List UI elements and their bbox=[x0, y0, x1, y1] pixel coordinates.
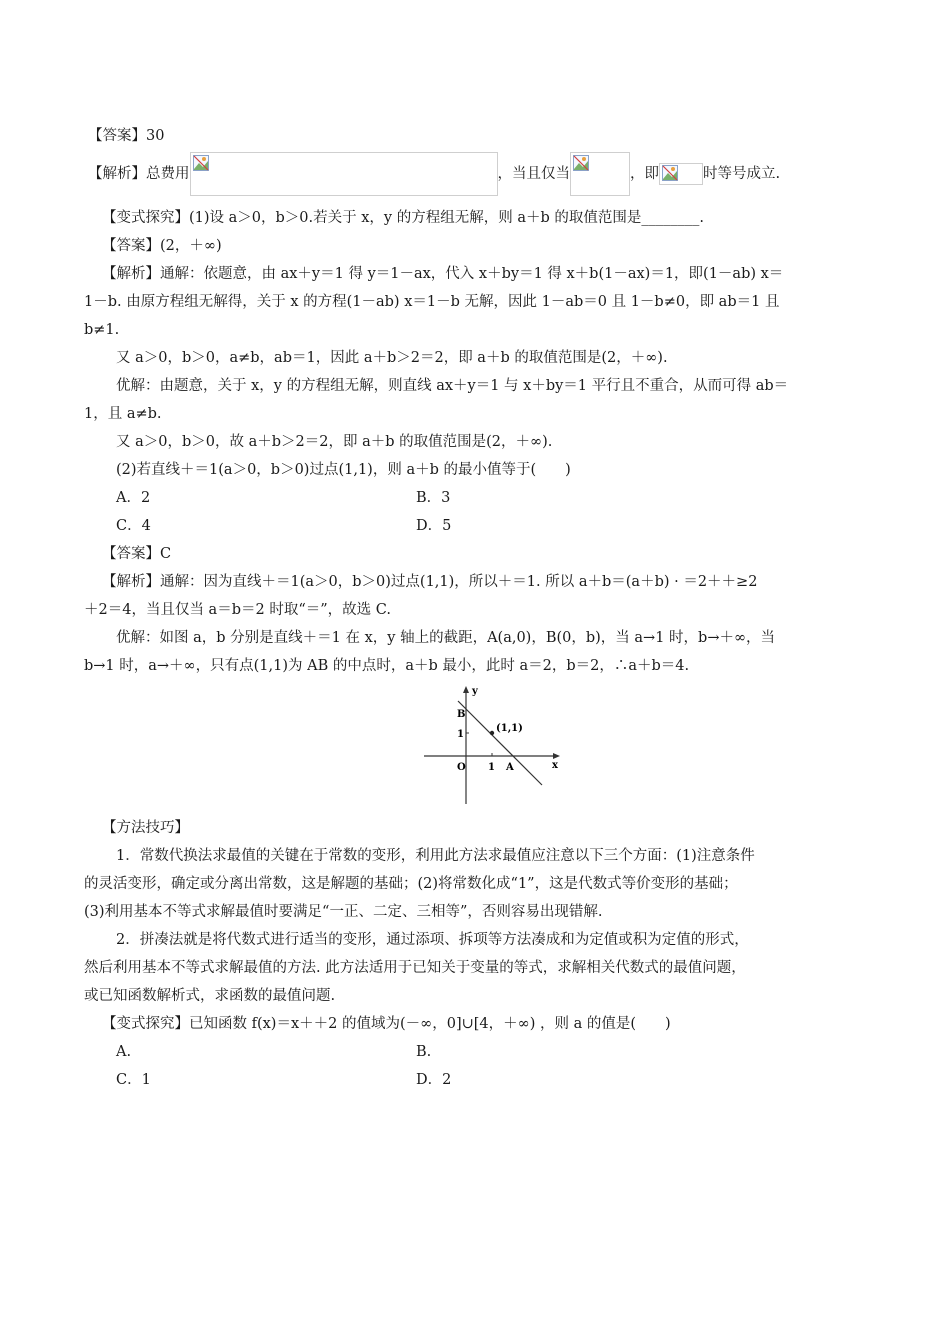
analysis2-line-4: b→1 时，a→＋∞，只有点(1,1)为 AB 的中点时，a＋b 最小，此时 a＝2，b＝2，∴a＋b＝4. bbox=[84, 658, 690, 674]
document-page bbox=[84, 122, 864, 1094]
answer-label: 【答案】 bbox=[88, 128, 146, 144]
variant2-question-text: 已知函数 f(x)＝x＋＋2 的值域为(－∞，0]∪[4，＋∞) ，则 a 的值是( ) bbox=[189, 1016, 671, 1032]
method-line-5: 然后利用基本不等式求解最值的方法. 此方法适用于已知关于变量的等式，求解相关代数式的最值问题， bbox=[84, 960, 746, 976]
method-title bbox=[88, 814, 864, 842]
analysis-line-1 bbox=[88, 152, 864, 194]
intercept-figure bbox=[88, 684, 864, 806]
label-1y: 1 bbox=[457, 729, 464, 740]
method-label: 【方法技巧】 bbox=[102, 820, 189, 836]
variant2-label: 【变式探究】 bbox=[102, 1016, 189, 1032]
answer-line bbox=[88, 122, 864, 150]
x-axis-arrow-icon bbox=[553, 753, 560, 759]
options-row-1 bbox=[88, 484, 864, 512]
formula-image bbox=[570, 152, 630, 196]
variant-analysis-text: 通解：依题意，由 ax＋y＝1 得 y＝1－ax，代入 x＋by＝1 得 x＋b(1－ax)＝1，即(1－ab) x＝ bbox=[160, 266, 784, 282]
variant-analysis-line-6: 1，且 a≠b. bbox=[84, 406, 162, 422]
label-o: O bbox=[457, 762, 466, 773]
variant-analysis-line-1 bbox=[88, 260, 864, 288]
variant-label: 【变式探究】 bbox=[102, 210, 189, 226]
variant-analysis-line-7: 又 a＞0，b＞0，故 a＋b＞2＝2，即 a＋b 的取值范围是(2，＋∞). bbox=[116, 434, 553, 450]
answer2-line bbox=[88, 540, 864, 568]
option-d: D．5 bbox=[416, 518, 452, 534]
variant-analysis-label: 【解析】 bbox=[102, 266, 160, 282]
analysis-text-2: ，当且仅当 bbox=[497, 166, 570, 182]
point-1-1 bbox=[490, 731, 494, 735]
variant-answer-value: (2，＋∞) bbox=[160, 238, 222, 254]
formula-image bbox=[659, 163, 703, 185]
analysis2-text: 通解：因为直线＋＝1(a＞0，b＞0)过点(1,1)，所以＋＝1. 所以 a＋b＝(a＋b) · ＝2＋＋≥2 bbox=[160, 574, 758, 590]
analysis2-label: 【解析】 bbox=[102, 574, 160, 590]
option-c: C．4 bbox=[116, 518, 151, 534]
method-line-2: 的灵活变形，确定或分离出常数，这是解题的基础；(2)将常数化成“1”，这是代数式等价变形的基础； bbox=[84, 876, 738, 892]
formula-image bbox=[190, 152, 498, 196]
variant2-options-row-2 bbox=[88, 1066, 864, 1094]
variant2-option-c: C．1 bbox=[116, 1072, 151, 1088]
variant-question-2: (2)若直线＋＝1(a＞0，b＞0)过点(1,1)，则 a＋b 的最小值等于( ) bbox=[116, 462, 571, 478]
analysis-label: 【解析】 bbox=[88, 166, 146, 182]
option-b: B．3 bbox=[416, 490, 451, 506]
broken-image-icon bbox=[193, 155, 209, 171]
coordinate-diagram bbox=[424, 684, 564, 804]
variant-question-1 bbox=[88, 204, 864, 232]
variant-analysis-line-2: 1－b. 由原方程组无解得，关于 x 的方程(1－ab) x＝1－b 无解，因此 1－ab＝0 且 1－b≠0，即 ab＝1 且 bbox=[84, 294, 780, 310]
variant2-option-b: B. bbox=[416, 1044, 432, 1060]
method-line-4: 2．拼凑法就是将代数式进行适当的变形，通过添项、拆项等方法凑成和为定值或积为定值的形式， bbox=[116, 932, 749, 948]
variant-analysis-line-4: 又 a＞0，b＞0，a≠b，ab＝1，因此 a＋b＞2＝2，即 a＋b 的取值范围是(2，＋∞). bbox=[116, 350, 668, 366]
y-axis-arrow-icon bbox=[463, 686, 469, 693]
analysis-text-3: ，即 bbox=[630, 166, 659, 182]
analysis2-line-2: ＋2＝4，当且仅当 a＝b＝2 时取“＝”，故选 C. bbox=[84, 602, 391, 618]
label-1x: 1 bbox=[488, 762, 495, 773]
answer2-label: 【答案】 bbox=[102, 546, 160, 562]
analysis-text-4: 时等号成立. bbox=[703, 166, 781, 182]
label-x: x bbox=[552, 760, 558, 771]
variant-answer-label: 【答案】 bbox=[102, 238, 160, 254]
variant2-option-d: D．2 bbox=[416, 1072, 452, 1088]
method-line-1: 1．常数代换法求最值的关键在于常数的变形，利用此方法求最值应注意以下三个方面：(1)注意条件 bbox=[116, 848, 755, 864]
variant2-option-a: A. bbox=[116, 1044, 132, 1060]
analysis2-line-3: 优解：如图 a，b 分别是直线＋＝1 在 x，y 轴上的截距，A(a,0)，B(0，b)，当 a→1 时，b→＋∞，当 bbox=[116, 630, 776, 646]
method-line-3: (3)利用基本不等式求解最值时要满足“一正、二定、三相等”，否则容易出现错解. bbox=[84, 904, 603, 920]
variant2-options-row-1 bbox=[88, 1038, 864, 1066]
options-row-2 bbox=[88, 512, 864, 540]
variant-answer-line bbox=[88, 232, 864, 260]
answer-value: 30 bbox=[146, 128, 165, 144]
analysis-text-1: 总费用 bbox=[146, 166, 190, 182]
label-y: y bbox=[472, 686, 478, 697]
broken-image-icon bbox=[662, 165, 678, 181]
label-point: (1,1) bbox=[496, 723, 523, 734]
variant-analysis-line-3: b≠1. bbox=[84, 322, 120, 338]
variant-question-text: (1)设 a＞0，b＞0.若关于 x，y 的方程组无解，则 a＋b 的取值范围是________. bbox=[189, 210, 704, 226]
method-line-6: 或已知函数解析式，求函数的最值问题. bbox=[84, 988, 336, 1004]
analysis2-line-1 bbox=[88, 568, 864, 596]
option-a: A．2 bbox=[116, 490, 151, 506]
label-b: B bbox=[457, 709, 466, 720]
line-ab bbox=[458, 701, 542, 785]
broken-image-icon bbox=[573, 155, 589, 171]
variant2-question bbox=[88, 1010, 864, 1038]
label-a: A bbox=[506, 762, 514, 773]
variant-analysis-line-5: 优解：由题意，关于 x，y 的方程组无解，则直线 ax＋y＝1 与 x＋by＝1 平行且不重合，从而可得 ab＝ bbox=[116, 378, 789, 394]
answer2-value: C bbox=[160, 546, 172, 562]
